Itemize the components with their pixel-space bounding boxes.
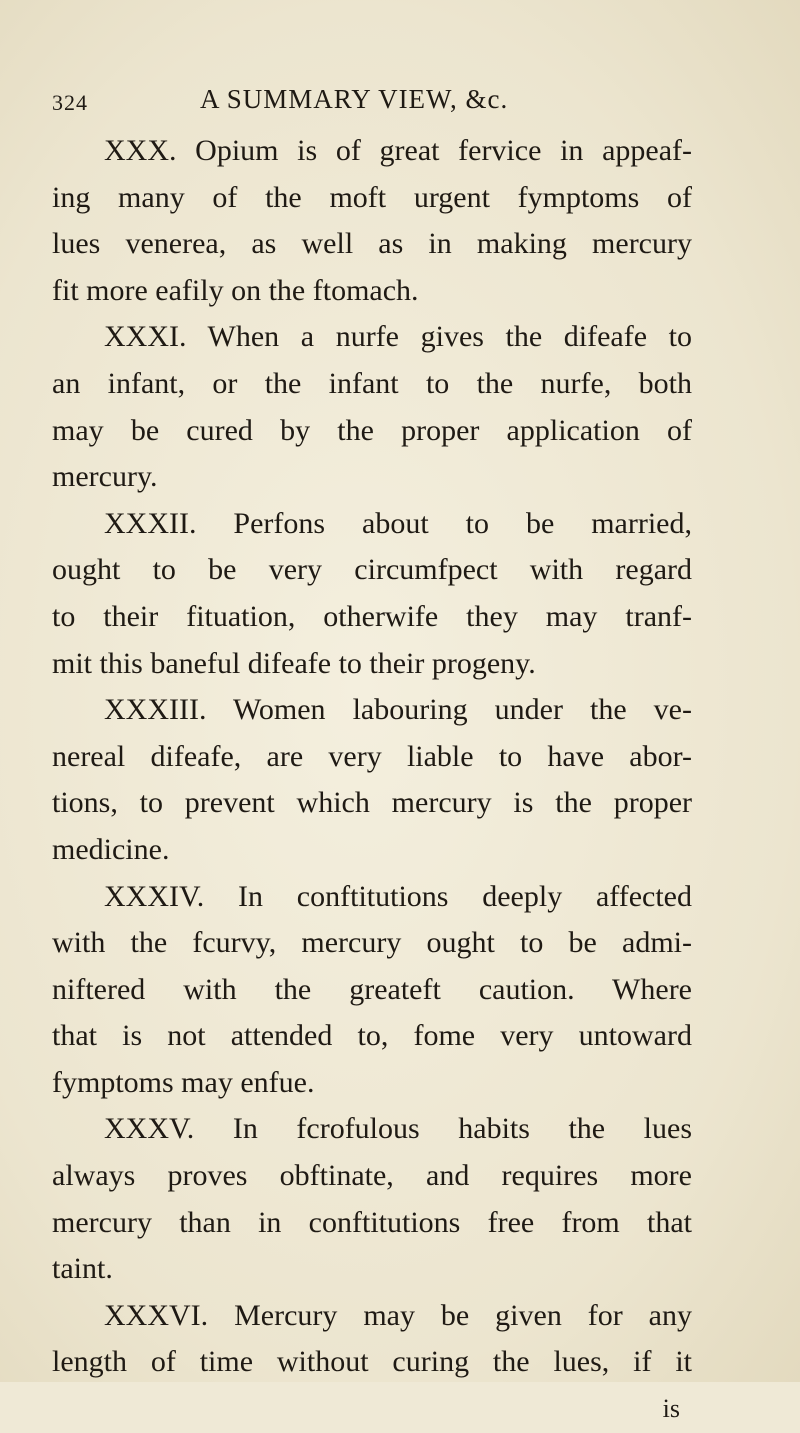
text-line: XXX. Opium is of great fervice in appeaf- xyxy=(104,134,692,167)
running-head: A SUMMARY VIEW, &c. xyxy=(200,84,509,114)
catchword: is xyxy=(662,1394,680,1424)
text-line: fit more eafily on the ftomach. xyxy=(52,273,419,307)
text-line: taint. xyxy=(52,1252,113,1286)
text-line: that is not attended to, fome very untoward xyxy=(52,1019,692,1053)
text-line: an infant, or the infant to the nurfe, both xyxy=(52,366,692,400)
text-line: mit this baneful difeafe to their progeny. xyxy=(52,646,536,680)
page-number: 324 xyxy=(52,90,88,115)
text-line: to their fituation, otherwife they may tranf- xyxy=(52,599,692,633)
body-text xyxy=(52,128,692,1433)
text-line: mercury than in conftitutions free from that xyxy=(52,1205,692,1239)
text-line: XXXIV. In conftitutions deeply affected xyxy=(104,879,692,913)
text-line: length of time without curing the lues, if it xyxy=(52,1345,692,1379)
text-line: with the fcurvy, mercury ought to be admi- xyxy=(52,926,692,960)
text-line: XXXII. Perfons about to be married, xyxy=(104,506,692,540)
text-line: always proves obftinate, and requires more xyxy=(52,1159,692,1193)
text-line: medicine. xyxy=(52,832,170,866)
text-line: lues venerea, as well as in making mercury xyxy=(52,227,692,261)
text-line: XXXV. In fcrofulous habits the lues xyxy=(104,1112,692,1146)
text-line: may be cured by the proper application of xyxy=(52,413,692,447)
text-line: XXXIII. Women labouring under the ve- xyxy=(104,693,692,727)
text-line: nereal difeafe, are very liable to have abor- xyxy=(52,739,692,773)
text-line: tions, to prevent which mercury is the proper xyxy=(52,786,692,820)
text-line: ing many of the moft urgent fymptoms of xyxy=(52,180,692,214)
text-line: ought to be very circumfpect with regard xyxy=(52,553,692,587)
text-line: XXXI. When a nurfe gives the difeafe to xyxy=(104,320,692,354)
text-line: fymptoms may enfue. xyxy=(52,1065,315,1099)
page-header xyxy=(52,80,692,120)
text-line: mercury. xyxy=(52,460,158,494)
text-line: XXXVI. Mercury may be given for any xyxy=(104,1298,692,1332)
text-line: niftered with the greateft caution. Where xyxy=(52,972,692,1006)
